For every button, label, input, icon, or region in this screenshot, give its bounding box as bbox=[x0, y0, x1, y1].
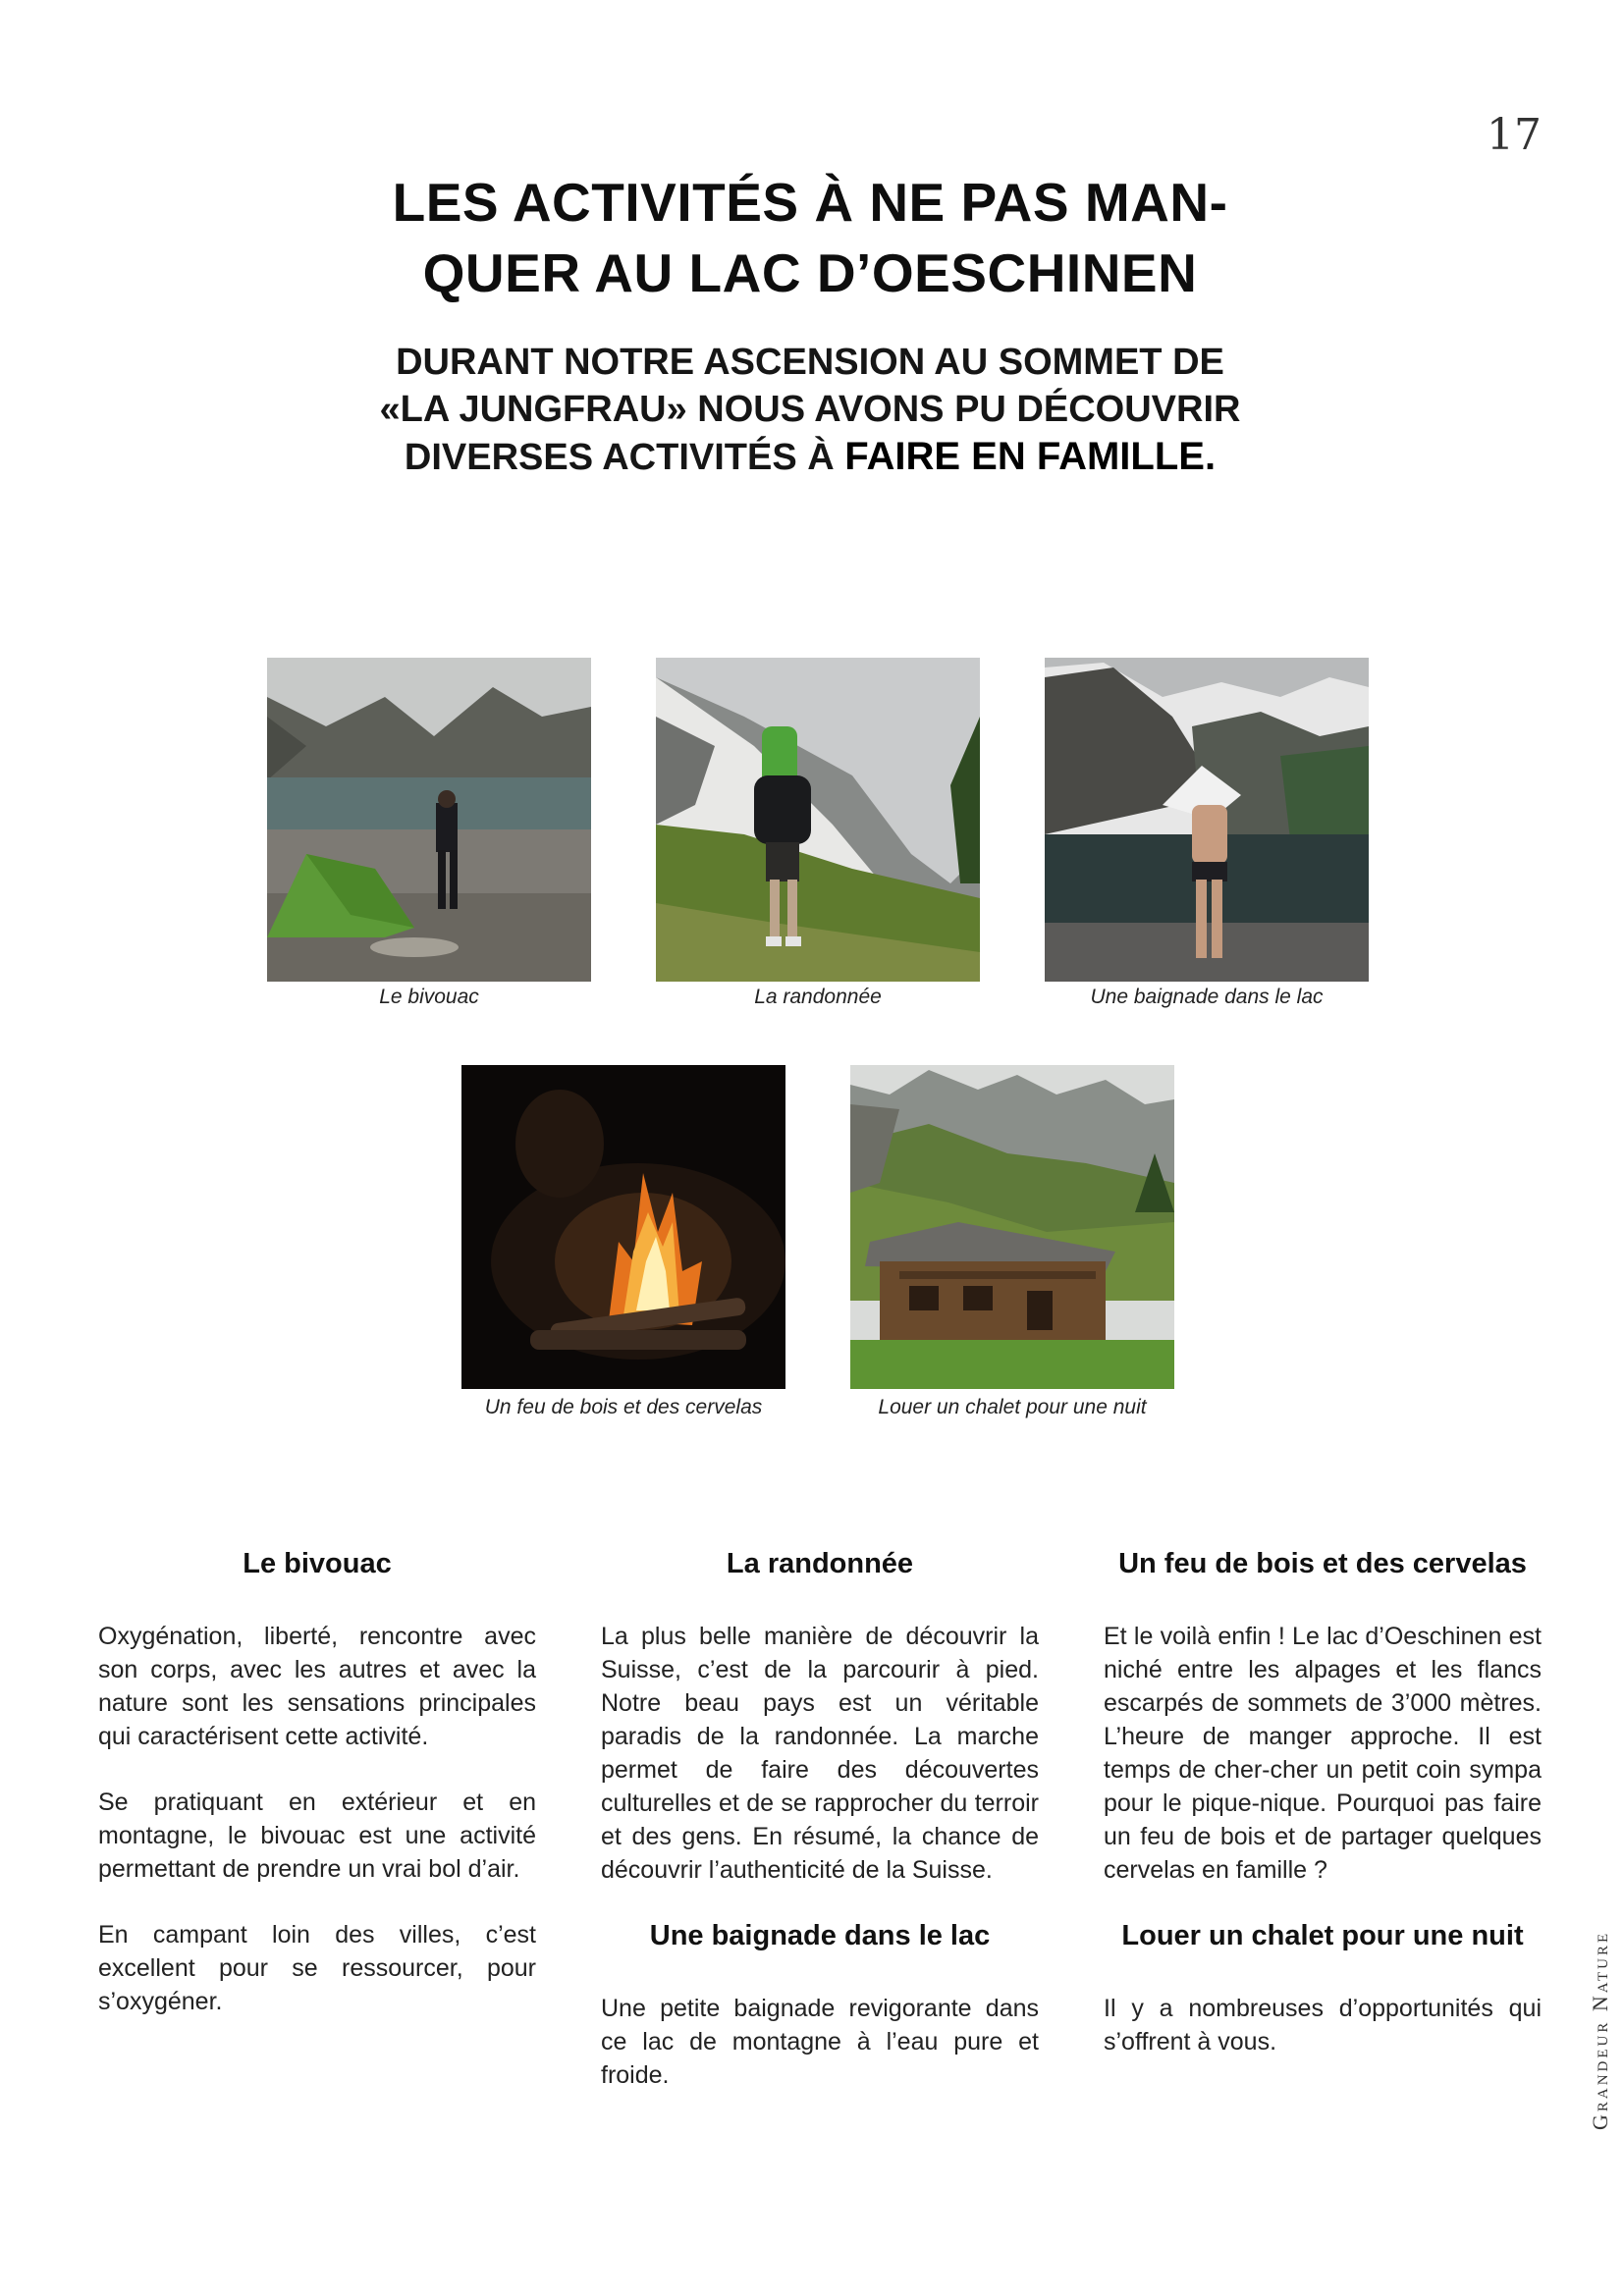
paragraph-chalet: Il y a nombreuses d’opportunités qui s’offrent à vous. bbox=[1104, 1995, 1542, 2056]
tent-lake-photo bbox=[267, 658, 591, 982]
page-title-line-2: QUER AU LAC D’OESCHINEN bbox=[422, 242, 1198, 303]
section-heading-baignade: Une baignade dans le lac bbox=[649, 1920, 991, 1951]
paragraph-feu-de-bois: Et le voilà enfin ! Le lac d’Oeschinen est niché entre les alpages et les flancs escarpés de sommets de 3’000 mètres. L’heure de manger approche. Il est temps de cher-cher un petit coin sympa pour le pique-nique. Pourquoi pas faire un feu de bois et de partager quelques cervelas en famille ? bbox=[1104, 1623, 1542, 1884]
hiker-photo bbox=[656, 658, 980, 982]
paragraph-bivouac-3: En campant loin des villes, c’est excellent pour se ressourcer, pour s’oxygéner. bbox=[98, 1921, 536, 2015]
caption-hiker-photo: La randonnée bbox=[754, 986, 882, 1008]
caption-campfire-photo: Un feu de bois et des cervelas bbox=[484, 1396, 763, 1418]
paragraph-baignade: Une petite baignade revigorante dans ce lac de montagne à l’eau pure et froide. bbox=[601, 1995, 1039, 2089]
caption-swimmer-lake-photo: Une baignade dans le lac bbox=[1090, 986, 1324, 1008]
column-bivouac bbox=[98, 1548, 536, 2051]
subtitle-line-1: DURANT NOTRE ASCENSION AU SOMMET DE bbox=[396, 342, 1224, 383]
section-heading-randonnee: La randonnée bbox=[726, 1548, 914, 1579]
paragraph-randonnee: La plus belle manière de découvrir la Suisse, c’est de la parcourir à pied. Notre beau pays est un véritable paradis de la randonnée. La marche permet de faire des découvertes culturelles et de se rapprocher du terroir et des gens. En résumé, la chance de découvrir l’authenticité de la Suisse. bbox=[601, 1623, 1039, 1884]
paragraph-bivouac-2: Se pratiquant en extérieur et en montagne, le bivouac est une activité permettant de prendre un vrai bol d’air. bbox=[98, 1789, 536, 1883]
column-randonnee bbox=[601, 1548, 1039, 2124]
subtitle-emphasis: FAIRE EN FAMILLE. bbox=[844, 435, 1217, 478]
paragraph-bivouac-1: Oxygénation, liberté, rencontre avec son corps, avec les autres et avec la nature sont les sensations principales qui caractérisent cette activité. bbox=[98, 1623, 536, 1750]
swimmer-lake-photo bbox=[1045, 658, 1369, 982]
caption-tent-lake-photo: Le bivouac bbox=[379, 986, 479, 1008]
magazine-side-label: Grandeur Nature bbox=[1588, 1930, 1612, 2130]
page-number: 17 bbox=[1487, 110, 1542, 160]
section-heading-chalet: Louer un chalet pour une nuit bbox=[1121, 1920, 1524, 1951]
page-title bbox=[245, 167, 1375, 308]
column-feu-de-bois bbox=[1104, 1548, 1542, 2091]
section-heading-feu-de-bois: Un feu de bois et des cervelas bbox=[1118, 1548, 1527, 1579]
subtitle-line-3: DIVERSES ACTIVITÉS À bbox=[404, 437, 845, 478]
subtitle-line-2: «LA JUNGFRAU» NOUS AVONS PU DÉCOUVRIR bbox=[379, 389, 1241, 430]
section-heading-bivouac: Le bivouac bbox=[243, 1548, 392, 1579]
page-subtitle bbox=[245, 339, 1375, 481]
chalet-photo bbox=[850, 1065, 1174, 1389]
caption-chalet-photo: Louer un chalet pour une nuit bbox=[878, 1396, 1147, 1418]
page-title-line-1: LES ACTIVITÉS À NE PAS MAN- bbox=[392, 172, 1228, 233]
campfire-photo bbox=[461, 1065, 785, 1389]
